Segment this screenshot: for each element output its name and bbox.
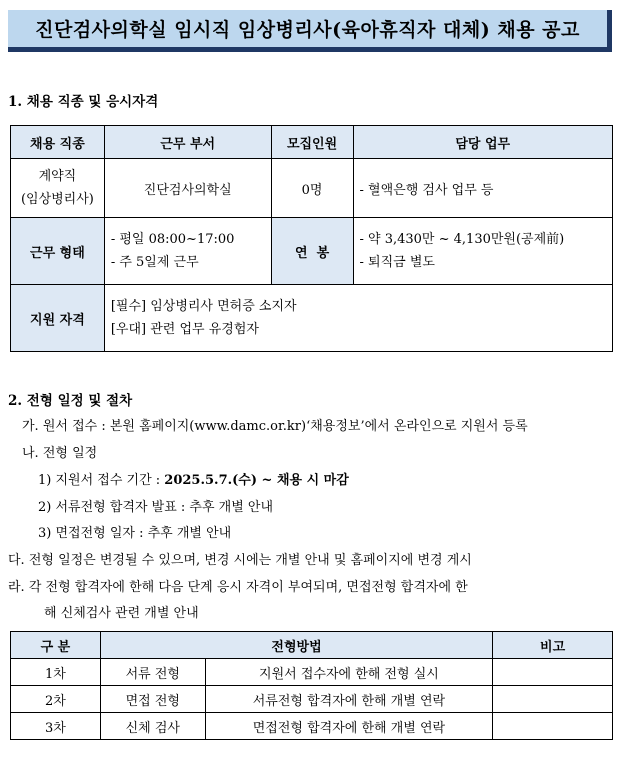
stage-cell: 3차 <box>11 713 101 740</box>
recruitment-table <box>10 125 613 352</box>
method-cell: 지원서 접수자에 한해 전형 실시 <box>205 659 492 686</box>
selection-table <box>10 631 613 740</box>
stage-cell: 1차 <box>11 659 101 686</box>
table-header-row <box>11 126 613 159</box>
table-row <box>11 159 613 218</box>
header-note: 비고 <box>493 632 613 659</box>
qualification-label: 지원 자격 <box>11 285 105 352</box>
schedule-3: 3) 면접전형 일자 : 추후 개별 안내 <box>38 526 232 541</box>
schedule-2: 2) 서류전형 합격자 발표 : 추후 개별 안내 <box>38 500 274 515</box>
table-header-row <box>11 632 613 659</box>
method-cell: 면접전형 합격자에 한해 개별 연락 <box>205 713 492 740</box>
table-row <box>11 285 613 352</box>
item-da: 다. 전형 일정은 변경될 수 있으며, 변경 시에는 개별 안내 및 홈페이지에 변경 게시 <box>8 553 472 568</box>
duty-cell: - 혈액은행 검사 업무 등 <box>353 159 613 218</box>
item-na: 나. 전형 일정 <box>22 446 98 461</box>
schedule-1: 1) 지원서 접수 기간 : 2025.5.7.(수) ~ 채용 시 마감 <box>38 473 349 488</box>
table-row <box>11 686 613 713</box>
salary-label: 연 봉 <box>271 218 353 285</box>
header-job-type: 채용 직종 <box>11 126 105 159</box>
header-stage: 구 분 <box>11 632 101 659</box>
method-cell: 서류전형 합격자에 한해 개별 연락 <box>205 686 492 713</box>
work-cell: - 평일 08:00~17:00 - 주 5일제 근무 <box>104 218 271 285</box>
stage-cell: 2차 <box>11 686 101 713</box>
note-cell <box>493 713 613 740</box>
note-cell <box>493 659 613 686</box>
table-row <box>11 218 613 285</box>
header-department: 근무 부서 <box>104 126 271 159</box>
item-ra-line2: 해 신체검사 관련 개별 안내 <box>44 606 199 621</box>
type-cell: 서류 전형 <box>100 659 205 686</box>
page-title: 진단검사의학실 임시직 임상병리사(육아휴직자 대체) 채용 공고 <box>35 19 580 41</box>
header-method: 전형방법 <box>100 632 492 659</box>
header-duty: 담당 업무 <box>353 126 613 159</box>
application-period: 2025.5.7.(수) ~ 채용 시 마감 <box>164 473 349 488</box>
work-label: 근무 형태 <box>11 218 105 285</box>
item-ga: 가. 원서 접수 : 본원 홈페이지(www.damc.or.kr)‘채용정보’에서 온라인으로 지원서 등록 <box>22 419 528 434</box>
department-cell: 진단검사의학실 <box>104 159 271 218</box>
salary-cell: - 약 3,430만 ~ 4,130만원(공제前) - 퇴직금 별도 <box>353 218 613 285</box>
headcount-cell: 0명 <box>271 159 353 218</box>
table-row <box>11 659 613 686</box>
job-type-cell: 계약직 (임상병리사) <box>11 159 105 218</box>
note-cell <box>493 686 613 713</box>
title-banner <box>8 10 612 52</box>
type-cell: 신체 검사 <box>100 713 205 740</box>
type-cell: 면접 전형 <box>100 686 205 713</box>
section1-heading: 1. 채용 직종 및 응시자격 <box>8 94 159 110</box>
table-row <box>11 713 613 740</box>
header-headcount: 모집인원 <box>271 126 353 159</box>
qualification-cell: [필수] 임상병리사 면허증 소지자 [우대] 관련 업무 유경험자 <box>104 285 612 352</box>
section2-heading: 2. 전형 일정 및 절차 <box>8 393 133 409</box>
item-ra-line1: 라. 각 전형 합격자에 한해 다음 단계 응시 자격이 부여되며, 면접전형 합격자에 한 <box>8 580 468 595</box>
